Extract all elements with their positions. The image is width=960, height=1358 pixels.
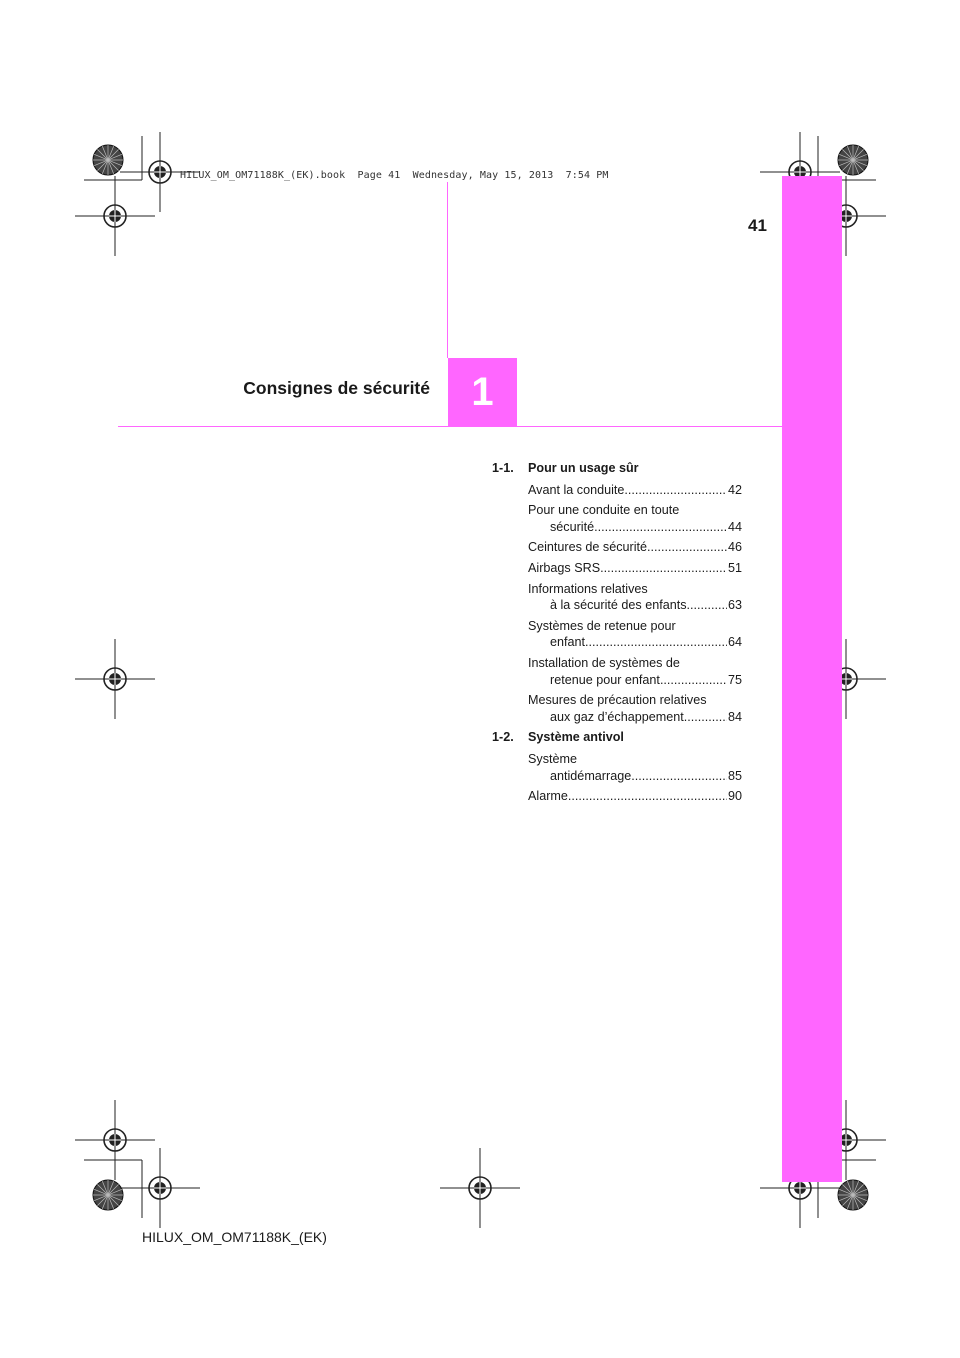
- toc-section-title: Système antivol: [528, 730, 624, 745]
- toc-dot-leader: [568, 788, 727, 805]
- toc-entry-leader-row: [528, 634, 742, 651]
- toc-dot-leader: [660, 672, 727, 689]
- chapter-number: 1: [471, 369, 494, 414]
- toc-section: [492, 460, 742, 477]
- toc-entry[interactable]: [528, 502, 742, 535]
- toc-entry-leader-row: [528, 709, 742, 726]
- chapter-side-tab: [782, 176, 842, 1182]
- toc-entry-title-cont: aux gaz d’échappement: [550, 709, 684, 724]
- toc-page-number: 51: [727, 560, 742, 575]
- crop-lines: [84, 136, 876, 1218]
- toc-entry-leader-row: [528, 539, 742, 556]
- toc-entry-leader-row: [528, 768, 742, 785]
- toc-page-number: 44: [727, 519, 742, 534]
- toc-entry-title-cont: enfant: [550, 635, 586, 650]
- toc-entry[interactable]: [528, 482, 742, 499]
- toc-entry[interactable]: [528, 692, 742, 725]
- toc-dot-leader: [624, 482, 727, 499]
- footer-doc-code: HILUX_OM_OM71188K_(EK): [142, 1229, 327, 1245]
- toc-entry-title-cont: retenue pour enfant: [550, 672, 660, 687]
- toc-dot-leader: [684, 709, 727, 726]
- toc-entry-leader-row: [528, 597, 742, 614]
- toc-entry-title-cont: antidémarrage: [550, 768, 632, 783]
- toc-entry[interactable]: [528, 539, 742, 556]
- toc-page-number: 46: [727, 540, 742, 555]
- print-header: HILUX_OM_OM71188K_(EK).book Page 41 Wednesday, May 15, 2013 7:54 PM: [180, 170, 609, 181]
- toc-entry[interactable]: [528, 581, 742, 614]
- toc-entry-leader-row: [528, 672, 742, 689]
- toc-entry-leader-row: [528, 788, 742, 805]
- toc-entry-title-cont: Airbags SRS: [528, 560, 601, 575]
- table-of-contents: [492, 460, 742, 809]
- toc-page-number: 85: [727, 768, 742, 783]
- toc-entry-leader-row: [528, 482, 742, 499]
- chapter-divider-vertical: [447, 182, 448, 358]
- toc-section: [492, 729, 742, 746]
- toc-entry-title-cont: Avant la conduite: [528, 482, 625, 497]
- toc-dot-leader: [647, 539, 727, 556]
- toc-entry-title: Informations relatives: [528, 581, 648, 596]
- toc-section-title: Pour un usage sûr: [528, 461, 639, 475]
- toc-page-number: 90: [727, 789, 742, 804]
- toc-entry-title: Systèmes de retenue pour: [528, 618, 676, 633]
- toc-entry-title: Système: [528, 751, 577, 766]
- toc-dot-leader: [585, 634, 727, 651]
- toc-page-number: 64: [727, 635, 742, 650]
- toc-entry-title: Mesures de précaution relatives: [528, 693, 707, 708]
- toc-entry[interactable]: [528, 655, 742, 688]
- toc-entry-title-cont: sécurité: [550, 519, 595, 534]
- chapter-title: Consignes de sécurité: [243, 378, 430, 398]
- toc-entry-title-cont: à la sécurité des enfants: [550, 598, 687, 613]
- toc-page-number: 63: [727, 598, 742, 613]
- toc-dot-leader: [631, 768, 727, 785]
- chapter-number-box: [448, 358, 517, 426]
- toc-entry-title: Pour une conduite en toute: [528, 503, 680, 518]
- toc-page-number: 84: [727, 709, 742, 724]
- toc-entry-title-cont: Alarme: [528, 789, 568, 804]
- chapter-divider-horizontal: [118, 426, 782, 427]
- toc-entry[interactable]: [528, 618, 742, 651]
- toc-dot-leader: [600, 560, 727, 577]
- toc-entry-title-cont: Ceintures de sécurité: [528, 540, 648, 555]
- toc-entry[interactable]: [528, 560, 742, 577]
- toc-entry-title: Installation de systèmes de: [528, 655, 680, 670]
- toc-page-number: 75: [727, 672, 742, 687]
- toc-entry-leader-row: [528, 560, 742, 577]
- toc-entry[interactable]: [528, 788, 742, 805]
- toc-entry-leader-row: [528, 519, 742, 536]
- toc-dot-leader: [594, 519, 727, 536]
- toc-section-number: 1-2.: [492, 730, 514, 745]
- toc-section-number: 1-1.: [492, 461, 514, 475]
- page-number: 41: [748, 216, 767, 235]
- toc-dot-leader: [687, 597, 727, 614]
- toc-page-number: 42: [727, 482, 742, 497]
- toc-entry[interactable]: [528, 751, 742, 784]
